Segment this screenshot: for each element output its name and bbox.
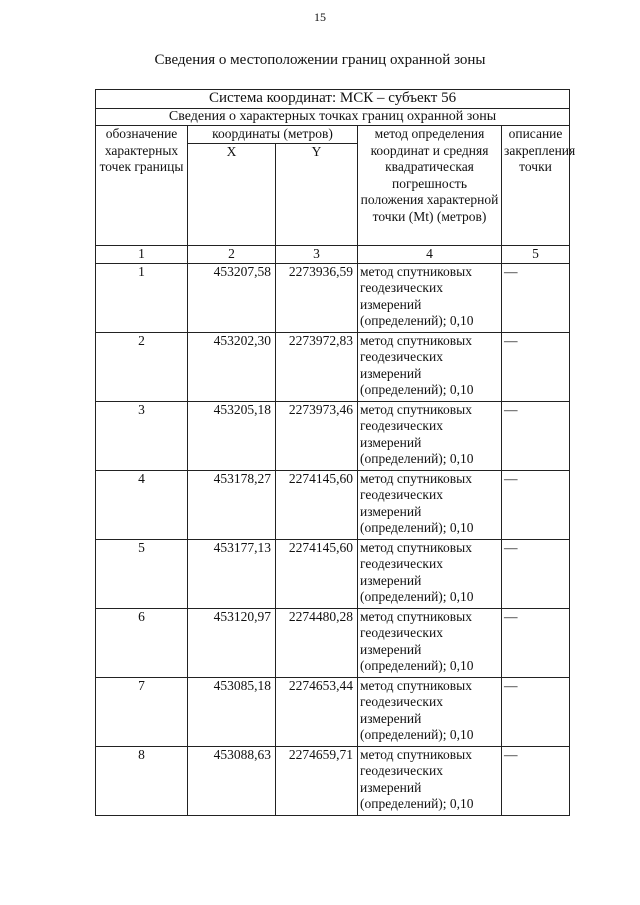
description-cell: — [502, 401, 570, 470]
method-cell: метод спутниковых геодезических измерений (определений); 0,10 [358, 470, 502, 539]
column-number: 1 [96, 245, 188, 263]
method-cell: метод спутниковых геодезических измерений (определений); 0,10 [358, 539, 502, 608]
column-header-coordinates: координаты (метров) [188, 126, 358, 144]
column-header-x: X [188, 143, 276, 245]
section-header: Сведения о характерных точках границ охранной зоны [96, 109, 570, 126]
y-coordinate-cell: 2274653,44 [276, 677, 358, 746]
column-number: 3 [276, 245, 358, 263]
table-row [96, 539, 570, 608]
method-cell: метод спутниковых геодезических измерений (определений); 0,10 [358, 263, 502, 332]
y-coordinate-cell: 2273972,83 [276, 332, 358, 401]
x-coordinate-cell: 453085,18 [188, 677, 276, 746]
column-header-description: описание закрепления точки [502, 126, 570, 246]
point-number-cell: 2 [96, 332, 188, 401]
point-number-cell: 8 [96, 746, 188, 815]
column-number: 5 [502, 245, 570, 263]
x-coordinate-cell: 453202,30 [188, 332, 276, 401]
table-header-row [96, 109, 570, 126]
x-coordinate-cell: 453207,58 [188, 263, 276, 332]
column-number: 2 [188, 245, 276, 263]
y-coordinate-cell: 2274659,71 [276, 746, 358, 815]
y-coordinate-cell: 2274145,60 [276, 470, 358, 539]
table-row [96, 677, 570, 746]
table-row [96, 746, 570, 815]
description-cell: — [502, 677, 570, 746]
method-cell: метод спутниковых геодезических измерений (определений); 0,10 [358, 608, 502, 677]
description-cell: — [502, 470, 570, 539]
point-number-cell: 6 [96, 608, 188, 677]
table-row [96, 401, 570, 470]
x-coordinate-cell: 453177,13 [188, 539, 276, 608]
point-number-cell: 3 [96, 401, 188, 470]
x-coordinate-cell: 453178,27 [188, 470, 276, 539]
column-header-y: Y [276, 143, 358, 245]
column-header-method: метод определения координат и средняя квадратическая погрешность положения характерной точки (Mt) (метров) [358, 126, 502, 246]
method-cell: метод спутниковых геодезических измерений (определений); 0,10 [358, 677, 502, 746]
y-coordinate-cell: 2274145,60 [276, 539, 358, 608]
column-number-row [96, 245, 570, 263]
method-cell: метод спутниковых геодезических измерений (определений); 0,10 [358, 332, 502, 401]
description-cell: — [502, 608, 570, 677]
point-number-cell: 4 [96, 470, 188, 539]
method-cell: метод спутниковых геодезических измерений (определений); 0,10 [358, 746, 502, 815]
x-coordinate-cell: 453088,63 [188, 746, 276, 815]
table-row [96, 332, 570, 401]
description-cell: — [502, 263, 570, 332]
y-coordinate-cell: 2273936,59 [276, 263, 358, 332]
column-number: 4 [358, 245, 502, 263]
table-header-row [96, 126, 570, 144]
table-row [96, 608, 570, 677]
page-number: 15 [314, 10, 326, 24]
y-coordinate-cell: 2274480,28 [276, 608, 358, 677]
table-header-row [96, 90, 570, 109]
x-coordinate-cell: 453120,97 [188, 608, 276, 677]
method-cell: метод спутниковых геодезических измерений (определений); 0,10 [358, 401, 502, 470]
table-row [96, 263, 570, 332]
description-cell: — [502, 539, 570, 608]
point-number-cell: 5 [96, 539, 188, 608]
coordinate-system-header: Система координат: МСК – субъект 56 [96, 90, 570, 109]
document-title: Сведения о местоположении границ охранной зоны [154, 52, 486, 68]
table-row [96, 470, 570, 539]
point-number-cell: 1 [96, 263, 188, 332]
description-cell: — [502, 332, 570, 401]
x-coordinate-cell: 453205,18 [188, 401, 276, 470]
boundary-points-table [95, 89, 576, 816]
description-cell: — [502, 746, 570, 815]
column-header-designation: обозначение характерных точек границы [96, 126, 188, 246]
y-coordinate-cell: 2273973,46 [276, 401, 358, 470]
point-number-cell: 7 [96, 677, 188, 746]
